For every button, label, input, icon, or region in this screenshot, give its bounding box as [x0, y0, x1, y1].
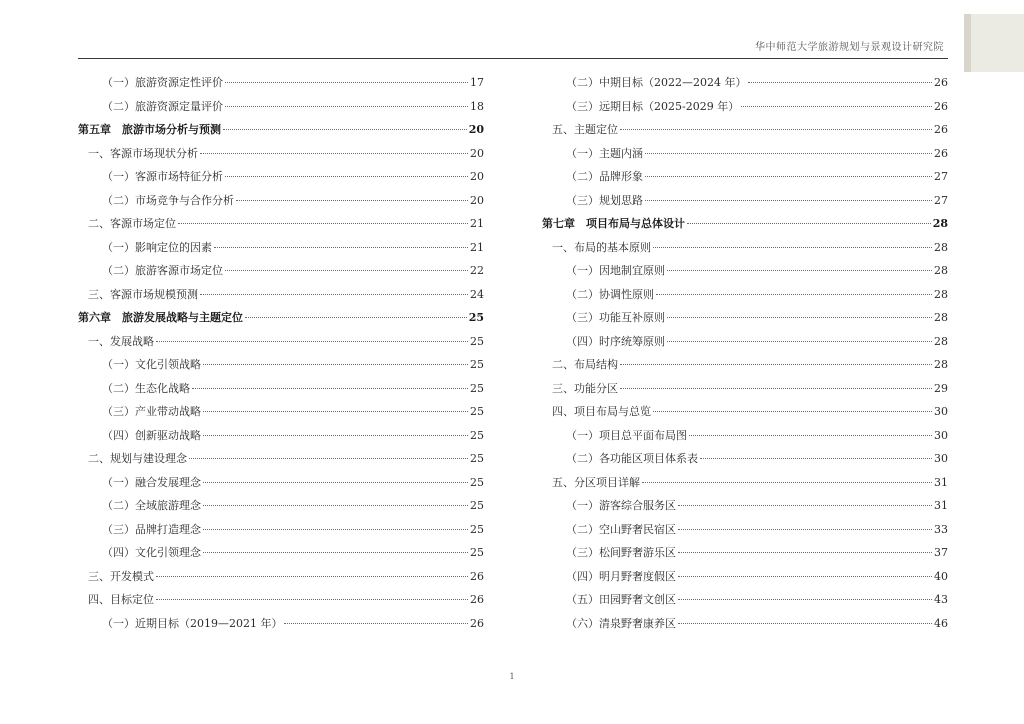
toc-entry-page: 20 [470, 170, 484, 183]
toc-leader-dots [748, 82, 932, 83]
toc-entry-page: 25 [470, 381, 484, 395]
toc-entry[interactable] [542, 215, 948, 239]
toc-entry[interactable] [542, 239, 948, 263]
toc-entry-title: 一、布局的基本原则 [552, 240, 651, 254]
toc-entry-title: 第五章 旅游市场分析与预测 [78, 123, 221, 136]
toc-entry-page: 25 [470, 546, 484, 559]
toc-entry[interactable] [78, 615, 484, 639]
toc-entry-page: 20 [468, 123, 484, 136]
toc-entry-page: 25 [470, 499, 484, 512]
toc-entry[interactable] [542, 309, 948, 333]
toc-entry[interactable] [542, 521, 948, 545]
toc-entry-page: 22 [470, 264, 484, 277]
toc-entry-title: （二）品牌形象 [566, 170, 643, 183]
toc-entry-title: 第七章 项目布局与总体设计 [542, 217, 685, 230]
toc-entry-title: （一）游客综合服务区 [566, 499, 676, 512]
toc-entry-page: 28 [934, 240, 948, 254]
toc-entry[interactable] [78, 427, 484, 451]
toc-entry-title: （一）客源市场特征分析 [102, 170, 223, 183]
toc-entry[interactable] [542, 615, 948, 639]
toc-entry-title: 三、开发模式 [88, 569, 154, 583]
toc-entry-page: 25 [470, 522, 484, 536]
toc-leader-dots [225, 82, 468, 83]
toc-entry-page: 20 [470, 193, 484, 207]
toc-entry-title: （五）田园野奢文创区 [566, 593, 676, 606]
toc-entry[interactable] [542, 568, 948, 592]
toc-entry-title: 三、客源市场规模预测 [88, 287, 198, 301]
toc-entry-page: 30 [934, 405, 948, 418]
toc-entry[interactable] [542, 145, 948, 169]
toc-leader-dots [200, 294, 468, 295]
header-org-name: 华中师范大学旅游规划与景观设计研究院 [755, 42, 944, 53]
toc-entry[interactable] [542, 98, 948, 122]
toc-entry[interactable] [78, 145, 484, 169]
toc-entry-title: 三、功能分区 [552, 381, 618, 395]
toc-leader-dots [189, 458, 468, 459]
toc-entry[interactable] [78, 309, 484, 333]
toc-leader-dots [236, 200, 468, 201]
toc-entry[interactable] [542, 168, 948, 192]
toc-entry-title: （一）因地制宜原则 [566, 264, 665, 277]
toc-entry[interactable] [78, 215, 484, 239]
toc-entry-title: 四、项目布局与总览 [552, 405, 651, 418]
toc-entry[interactable] [78, 121, 484, 145]
toc-entry[interactable] [78, 450, 484, 474]
toc-leader-dots [203, 505, 468, 506]
toc-entry-page: 28 [934, 311, 948, 324]
toc-leader-dots [700, 458, 932, 459]
toc-entry[interactable] [542, 74, 948, 98]
toc-entry-title: （三）规划思路 [566, 193, 643, 207]
toc-entry-page: 26 [934, 123, 948, 136]
toc-entry[interactable] [542, 544, 948, 568]
toc-leader-dots [203, 482, 468, 483]
toc-leader-dots [203, 529, 468, 530]
toc-leader-dots [689, 435, 932, 436]
toc-entry[interactable] [78, 262, 484, 286]
toc-entry-title: （一）主题内涵 [566, 146, 643, 160]
toc-entry-title: （三）松间野奢游乐区 [566, 546, 676, 559]
toc-leader-dots [653, 411, 932, 412]
toc-leader-dots [678, 623, 932, 624]
toc-entry[interactable] [542, 380, 948, 404]
toc-entry[interactable] [78, 403, 484, 427]
toc-entry-page: 25 [470, 475, 484, 489]
toc-left-column [78, 74, 484, 638]
toc-entry-title: （三）产业带动战略 [102, 405, 201, 418]
toc-leader-dots [645, 176, 932, 177]
toc-entry[interactable] [78, 239, 484, 263]
toc-entry-title: （二）生态化战略 [102, 381, 190, 395]
toc-leader-dots [156, 341, 468, 342]
toc-leader-dots [156, 576, 468, 577]
toc-entry-title: （三）品牌打造理念 [102, 522, 201, 536]
toc-entry[interactable] [78, 474, 484, 498]
page-number: 1 [509, 672, 515, 681]
toc-entry[interactable] [78, 356, 484, 380]
toc-leader-dots [245, 317, 467, 318]
toc-entry-page: 46 [934, 616, 948, 630]
toc-leader-dots [620, 364, 932, 365]
toc-entry-page: 43 [934, 593, 948, 606]
toc-leader-dots [678, 529, 932, 530]
toc-entry-page: 25 [470, 334, 484, 348]
toc-entry-title: 一、发展战略 [88, 334, 154, 348]
toc-leader-dots [645, 200, 932, 201]
toc-leader-dots [203, 364, 468, 365]
toc-entry[interactable] [542, 333, 948, 357]
toc-entry-title: 一、客源市场现状分析 [88, 146, 198, 160]
toc-entry-title: 第六章 旅游发展战略与主题定位 [78, 311, 243, 324]
toc-entry-page: 27 [934, 170, 948, 183]
toc-entry-title: 五、主题定位 [552, 123, 618, 136]
toc-entry[interactable] [78, 591, 484, 615]
toc-leader-dots [178, 223, 468, 224]
toc-entry-title: （三）功能互补原则 [566, 311, 665, 324]
toc-entry-title: （一）融合发展理念 [102, 475, 201, 489]
corner-tab-strip [964, 14, 971, 72]
toc-entry[interactable] [78, 521, 484, 545]
toc-entry-page: 21 [470, 240, 484, 254]
toc-entry-page: 31 [934, 499, 948, 512]
corner-tab [964, 14, 1024, 72]
toc-entry[interactable] [78, 544, 484, 568]
toc-leader-dots [687, 223, 931, 224]
toc-entry-title: （二）各功能区项目体系表 [566, 452, 698, 465]
toc-entry-page: 28 [932, 217, 948, 230]
toc-leader-dots [620, 129, 932, 130]
toc-entry-page: 26 [934, 76, 948, 89]
toc-entry-title: 二、布局结构 [552, 358, 618, 371]
toc-entry-title: （一）影响定位的因素 [102, 240, 212, 254]
toc-entry[interactable] [542, 121, 948, 145]
toc-entry-title: （四）时序统筹原则 [566, 334, 665, 348]
toc-entry[interactable] [542, 356, 948, 380]
toc-leader-dots [678, 576, 932, 577]
toc-entry-title: （二）空山野奢民宿区 [566, 522, 676, 536]
toc-entry-page: 26 [470, 616, 484, 630]
toc-leader-dots [203, 435, 468, 436]
toc-leader-dots [203, 552, 468, 553]
toc-entry-page: 18 [470, 99, 484, 113]
toc-entry-title: （二）旅游客源市场定位 [102, 264, 223, 277]
toc-leader-dots [223, 129, 467, 130]
toc-leader-dots [667, 270, 932, 271]
toc-entry-title: （一）旅游资源定性评价 [102, 76, 223, 89]
toc-entry[interactable] [542, 427, 948, 451]
toc-leader-dots [225, 176, 468, 177]
toc-entry-page: 28 [934, 264, 948, 277]
toc-entry-page: 33 [934, 522, 948, 536]
toc-entry-page: 28 [934, 358, 948, 371]
toc-entry-title: 二、规划与建设理念 [88, 452, 187, 465]
toc-leader-dots [741, 106, 932, 107]
toc-leader-dots [214, 247, 468, 248]
toc-entry-page: 40 [934, 569, 948, 583]
toc-leader-dots [656, 294, 932, 295]
toc-entry-page: 30 [934, 452, 948, 465]
toc-entry-title: （四）文化引领理念 [102, 546, 201, 559]
toc-entry[interactable] [542, 192, 948, 216]
toc-leader-dots [203, 411, 468, 412]
toc-entry-page: 28 [934, 334, 948, 348]
toc-entry[interactable] [542, 450, 948, 474]
toc-entry[interactable] [78, 497, 484, 521]
toc-entry-title: （二）中期目标（2022—2024 年） [566, 76, 747, 89]
toc-entry-page: 21 [470, 217, 484, 230]
toc-entry-page: 17 [470, 76, 484, 89]
toc-entry-page: 26 [470, 569, 484, 583]
toc-entry-title: （二）协调性原则 [566, 287, 654, 301]
toc-entry[interactable] [78, 286, 484, 310]
toc-entry-title: （四）创新驱动战略 [102, 428, 201, 442]
toc-leader-dots [678, 552, 932, 553]
toc-entry-title: （一）项目总平面布局图 [566, 428, 687, 442]
toc-leader-dots [620, 388, 932, 389]
toc-entry[interactable] [78, 192, 484, 216]
toc-entry[interactable] [542, 474, 948, 498]
toc-entry-title: （一）文化引领战略 [102, 358, 201, 371]
toc-entry-title: （二）市场竞争与合作分析 [102, 193, 234, 207]
toc-entry[interactable] [78, 168, 484, 192]
toc-entry[interactable] [78, 333, 484, 357]
toc-entry-page: 25 [468, 311, 484, 324]
toc-entry-page: 25 [470, 358, 484, 371]
toc-entry-page: 25 [470, 452, 484, 465]
toc-leader-dots [156, 599, 468, 600]
toc-entry-page: 20 [470, 146, 484, 160]
toc-entry-page: 25 [470, 405, 484, 418]
toc-entry[interactable] [542, 497, 948, 521]
toc-leader-dots [225, 270, 468, 271]
toc-leader-dots [667, 317, 932, 318]
toc-entry-title: （四）明月野奢度假区 [566, 569, 676, 583]
toc-leader-dots [678, 599, 932, 600]
toc-leader-dots [642, 482, 932, 483]
toc-entry-title: （三）远期目标（2025-2029 年） [566, 99, 740, 113]
toc-entry[interactable] [542, 403, 948, 427]
toc-leader-dots [284, 623, 468, 624]
toc-entry[interactable] [542, 262, 948, 286]
toc-entry-title: （二）全域旅游理念 [102, 499, 201, 512]
toc-entry-page: 30 [934, 428, 948, 442]
toc-leader-dots [200, 153, 468, 154]
toc-entry[interactable] [78, 74, 484, 98]
toc-entry-title: （二）旅游资源定量评价 [102, 99, 223, 113]
toc-entry-page: 37 [934, 546, 948, 559]
toc-entry[interactable] [542, 286, 948, 310]
toc-entry[interactable] [78, 568, 484, 592]
toc-entry-title: （六）清泉野奢康养区 [566, 616, 676, 630]
toc-entry-page: 28 [934, 287, 948, 301]
toc-entry-page: 26 [470, 593, 484, 606]
toc-leader-dots [678, 505, 932, 506]
toc-entry-title: 四、目标定位 [88, 593, 154, 606]
toc-leader-dots [667, 341, 932, 342]
toc-entry-title: 二、客源市场定位 [88, 217, 176, 230]
toc-entry-title: 五、分区项目详解 [552, 475, 640, 489]
toc-entry[interactable] [78, 98, 484, 122]
toc-leader-dots [645, 153, 932, 154]
toc-right-column [542, 74, 948, 638]
toc-entry-page: 25 [470, 428, 484, 442]
toc-entry[interactable] [78, 380, 484, 404]
toc-entry-title: （一）近期目标（2019—2021 年） [102, 616, 283, 630]
toc-leader-dots [225, 106, 468, 107]
toc-entry-page: 24 [470, 287, 484, 301]
header-rule [78, 58, 948, 59]
toc-entry-page: 26 [934, 146, 948, 160]
toc-leader-dots [192, 388, 468, 389]
toc-entry-page: 31 [934, 475, 948, 489]
toc-leader-dots [653, 247, 932, 248]
toc-entry-page: 29 [934, 381, 948, 395]
toc-entry-page: 26 [934, 99, 948, 113]
toc-entry-page: 27 [934, 193, 948, 207]
toc-entry[interactable] [542, 591, 948, 615]
